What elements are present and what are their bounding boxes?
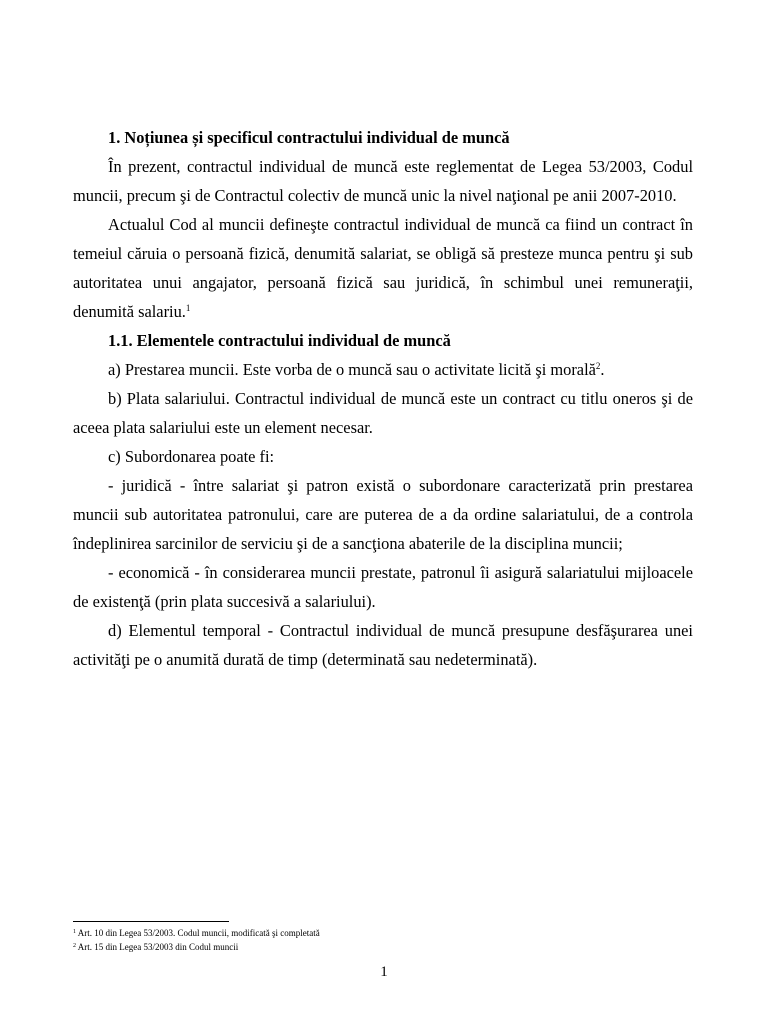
text-line: muncii sub autoritatea patronului, care are puterea de a da ordine salariatului, de a: [73, 505, 634, 524]
section-heading-1: 1. Noțiunea și specificul contractului individual de muncă: [108, 128, 510, 147]
text-line: mijloacele de existenţă (prin plata succesivă a salariului).: [73, 563, 693, 611]
footnotes: [73, 926, 693, 954]
text-line: anii 2007-2010.: [572, 186, 677, 205]
text-line: a) Prestarea muncii. Este vorba de o muncă sau o activitate licită şi morală: [108, 360, 596, 379]
footnote-ref[interactable]: 1: [185, 303, 191, 313]
paragraph-item-c: c) Subordonarea poate fi:: [108, 447, 275, 466]
footnote-separator: [73, 921, 229, 922]
footnote-number: 1: [73, 929, 76, 935]
footnote-text: Art. 15 din Legea 53/2003 din Codul muncii: [76, 942, 239, 952]
paragraph-item-d: [73, 616, 693, 674]
text-line: unei activităţi pe o anumită durată de timp (determinată sau nedeterminată).: [73, 621, 693, 669]
paragraph-legal-framework: [73, 152, 693, 210]
paragraph-item-a: [73, 355, 693, 384]
text-line: schimbul unei remuneraţii, denumită salariu.: [73, 273, 693, 321]
text-line: muncii;: [572, 534, 623, 553]
footnote-item: [73, 926, 693, 940]
footnote-text: Art. 10 din Legea 53/2003. Codul muncii, modificată şi completată: [76, 928, 320, 938]
text-line: - economică - în considerarea muncii prestate, patronul îi asigură salariatului: [108, 563, 620, 582]
text-line: b) Plata salariului. Contractul individual de muncă este un contract cu titlu oneros şi: [108, 389, 673, 408]
paragraph-economica: [73, 558, 693, 616]
text-punctuation: .: [600, 360, 605, 379]
text-line: controla îndeplinirea sarcinilor de serviciu şi de a sancţiona abaterile de la disciplina: [73, 505, 693, 553]
text-line: munca pentru şi sub autoritatea unui angajator, persoană fizică sau juridică, în: [73, 244, 693, 292]
paragraph-item-b: [73, 384, 693, 442]
footnote-number: 2: [73, 943, 76, 949]
text-line: Actualul Cod al muncii defineşte contractul individual de muncă ca fiind un: [108, 215, 618, 234]
text-line: de aceea plata salariului este un element necesar.: [73, 389, 693, 437]
page-number: 1: [380, 964, 388, 980]
text-line: Codul muncii, precum şi de Contractul colectiv de muncă unic la nivel naţional pe: [73, 157, 693, 205]
text-line: d) Elementul temporal - Contractul individual de muncă presupune desfăşurarea: [108, 621, 658, 640]
document-body: [73, 123, 693, 674]
paragraph-juridica: [73, 471, 693, 558]
section-heading-1-1: 1.1. Elementele contractului individual de muncă: [108, 331, 451, 350]
footnote-item: [73, 940, 693, 954]
text-line: contract în temeiul căruia o persoană fizică, denumită salariat, se obligă să presteze: [73, 215, 693, 263]
paragraph-definition: [73, 210, 693, 326]
footnote-ref[interactable]: 2: [595, 361, 601, 371]
text-line: - juridică - între salariat şi patron există o subordonare caracterizată prin prestarea: [108, 476, 693, 495]
text-line: În prezent, contractul individual de muncă este reglementat de Legea 53/2003,: [108, 157, 647, 176]
